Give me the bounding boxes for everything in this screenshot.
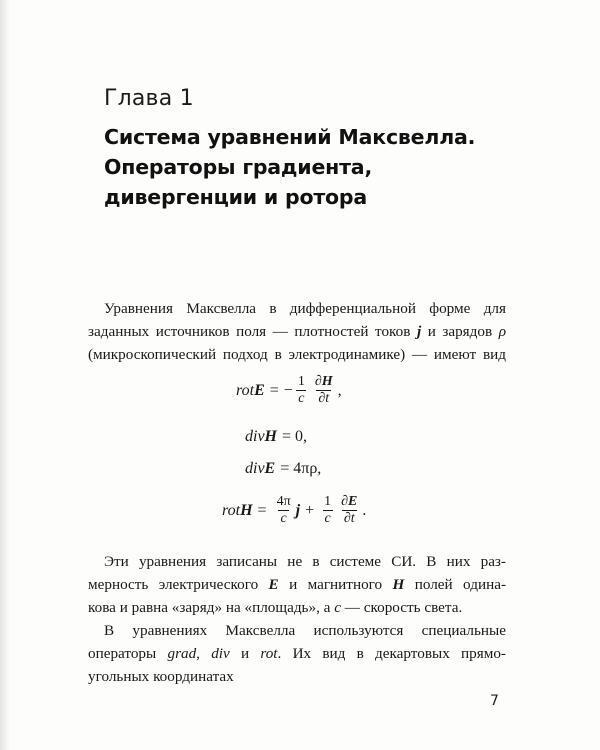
chapter-title-line: дивергенции и ротора <box>104 185 368 209</box>
page-number: 7 <box>490 693 499 709</box>
fraction: $\frac{1}{c}$ <box>297 374 305 406</box>
paragraph-line: В уравнениях Максвелла используются специальные <box>104 622 506 639</box>
chapter-label: Глава 1 <box>104 86 194 111</box>
current-density-symbol: j <box>416 323 422 340</box>
paragraph-line: (микроскопический подход в электродинамике) — имеют вид <box>88 346 506 363</box>
chapter-title-line: Система уравнений Максвелла. <box>104 125 476 149</box>
paragraph-line: операторы grad, div и rot. Их вид в декартовых прямо- <box>88 645 506 662</box>
paragraph-line: кова и равна «заряд» на «площадь», а c — скорость света. <box>88 599 463 616</box>
paragraph-line: мерность электрического E и магнитного H полей одина- <box>88 576 506 593</box>
page-edge-shadow <box>0 0 10 750</box>
operator-names: grad, div <box>167 645 230 662</box>
charge-density-symbol: ρ <box>498 323 506 340</box>
electric-field-symbol: E <box>268 576 279 593</box>
fraction: $\frac{\partial E}{\partial t}$ <box>341 494 358 526</box>
equation-rot-e: rot E = − $\frac{1}{c}$ $\frac{\partial H}{\partial t}$ , <box>236 374 342 406</box>
paragraph-line: Уравнения Максвелла в дифференциальной форме для <box>104 300 506 317</box>
equation-div-e: div E = 4πρ, <box>245 460 322 477</box>
paragraph-line: угольных координатах <box>88 668 234 685</box>
equation-div-h: div H = 0, <box>245 428 308 445</box>
fraction: $\frac{1}{c}$ <box>324 494 332 526</box>
equation-rot-h: rot H = $\frac{4\pi}{c}$ j + $\frac{1}{c}$ $\frac{\partial E}{\partial t}$ . <box>222 494 367 526</box>
paragraph-line: заданных источников поля — плотностей токов j и зарядов ρ <box>88 323 506 340</box>
operator-rot: rot <box>260 645 278 662</box>
chapter-title <box>104 122 524 212</box>
paragraph-line: Эти уравнения записаны не в системе СИ. В них раз- <box>104 553 506 570</box>
speed-of-light-symbol: c <box>334 599 341 616</box>
magnetic-field-symbol: H <box>392 576 405 593</box>
fraction: $\frac{4\pi}{c}$ <box>276 494 291 526</box>
fraction: $\frac{\partial H}{\partial t}$ <box>314 374 333 406</box>
chapter-title-line: Операторы градиента, <box>104 155 373 179</box>
